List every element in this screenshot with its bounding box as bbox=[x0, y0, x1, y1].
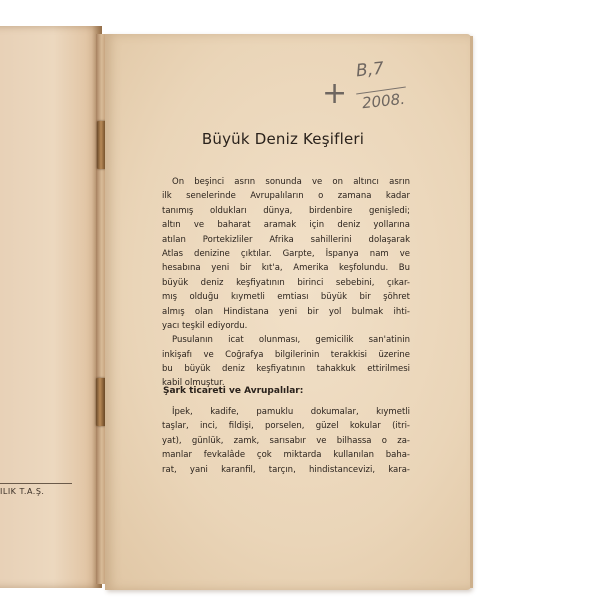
pencil-plus-mark: + bbox=[322, 76, 348, 111]
imprint-rule bbox=[0, 483, 72, 484]
text-line: yacı teşkil ediyordu. bbox=[162, 320, 248, 331]
body-text-bottom bbox=[162, 405, 410, 477]
text-line: atılan Portekizliler Afrika sahillerini dolaşarak bbox=[162, 234, 410, 245]
text-line: mış olduğu kıymetli emtiası büyük bir şöhret bbox=[162, 292, 410, 303]
text-line: rat, yani karanfil, tarçın, hindistancevizi, kara- bbox=[162, 464, 410, 475]
text-line: Pusulanın icat olunması, gemicilik san'atinin bbox=[172, 335, 410, 346]
body-text-top bbox=[162, 175, 410, 391]
left-page bbox=[0, 26, 102, 588]
text-line: almış olan Hindistana yeni bir yol bulmak ihti- bbox=[162, 306, 410, 317]
page-title: Büyük Deniz Keşifleri bbox=[201, 130, 365, 148]
text-line: Atlas denizine çıktılar. Garpte, İspanya nam ve bbox=[162, 248, 410, 259]
pencil-annotation-bottom: 2008. bbox=[361, 89, 406, 113]
text-line: tanımış oldukları dünya, birdenbire genişledi; bbox=[162, 205, 410, 216]
text-line: manlar fevkalâde çok miktarda kullanılan baha- bbox=[162, 450, 410, 461]
text-line: altın ve baharat aramak için deniz yollarına bbox=[162, 220, 410, 231]
pencil-annotation bbox=[322, 58, 422, 118]
text-line: hesabına yeni bir kıt'a, Amerika keşfolundu. Bu bbox=[162, 263, 410, 274]
page-edge bbox=[470, 36, 473, 588]
text-line: İpek, kadife, pamuklu dokumalar, kıymetli bbox=[172, 407, 410, 417]
text-line: On beşinci asrın sonunda ve on altıncı asrın bbox=[172, 177, 410, 187]
section-subheading: Şark ticareti ve Avrupalılar: bbox=[163, 386, 304, 396]
text-line: inkişafı ve Coğrafya bilgilerinin terakkisi üzerine bbox=[162, 349, 410, 360]
text-line: büyük deniz keşfiyatının birinci sebebini, çıkar- bbox=[162, 277, 410, 288]
publisher-imprint: ILIK T.A.Ş. bbox=[0, 487, 45, 496]
text-line: kabil olmuştur. bbox=[162, 378, 225, 389]
text-line: bu büyük deniz keşfiyatının tahakkuk ettirilmesi bbox=[162, 364, 410, 375]
pencil-annotation-top: B,7 bbox=[355, 58, 385, 82]
text-line: yat), günlük, zamk, sarısabır ve bilhassa o za- bbox=[162, 435, 410, 446]
text-line: taşlar, inci, fildişi, porselen, güzel kokular (itri- bbox=[162, 421, 410, 432]
text-line: ilk senelerinde Avrupalıların o zamana kadar bbox=[162, 191, 410, 202]
